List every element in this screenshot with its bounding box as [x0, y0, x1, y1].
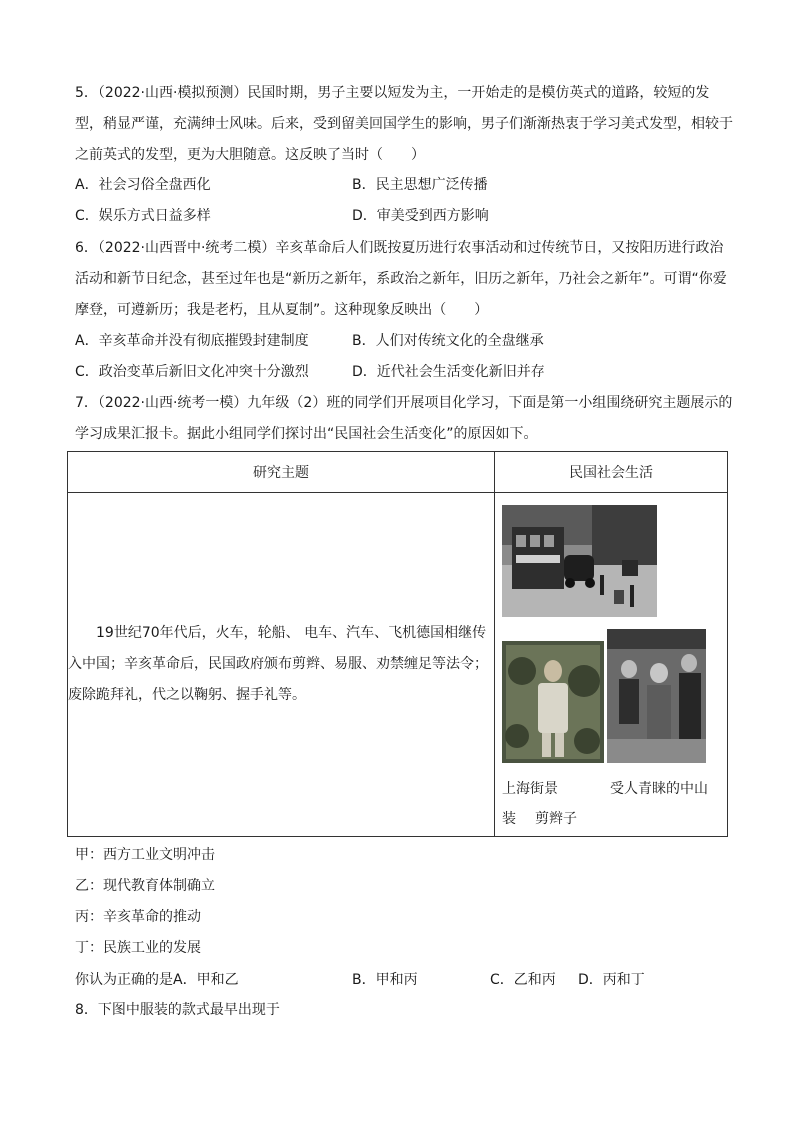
question-6-stem: 6．（2022·山西晋中·统考二模）辛亥革命后人们既按夏历进行农事活动和过传统节日，又按阳历进行政治活动和新节日纪念，甚至过年也是“新历之新年，系政治之新年，旧历之新年，乃社会之新年”。可谓“你爱摩登，可遵新历；我是老朽，且从夏制”。这种现象反映出（ ）	[75, 240, 727, 318]
q7-item-yi: 乙：现代教育体制确立	[75, 878, 215, 894]
table-body-row	[68, 493, 728, 837]
q5-option-b[interactable]: B．民主思想广泛传播	[352, 177, 488, 193]
q7-answer-prefix-option-a[interactable]: 你认为正确的是A．甲和乙	[75, 972, 239, 988]
q7-option-d[interactable]: D．丙和丁	[578, 972, 645, 988]
q5-option-a[interactable]: A．社会习俗全盘西化	[75, 177, 211, 193]
q5-option-d[interactable]: D．审美受到西方影响	[352, 208, 489, 224]
q5-option-c[interactable]: C．娱乐方式日益多样	[75, 208, 211, 224]
zhongshan-suit-photo	[502, 641, 604, 763]
table-header-row	[68, 452, 728, 493]
shanghai-street-photo	[502, 505, 657, 617]
report-card-table	[67, 451, 728, 837]
question-6-options-row-2	[75, 357, 735, 387]
question-5-options-row-1	[75, 170, 735, 200]
caption-zhongshan-suit: 受人青睐的中山	[610, 781, 708, 797]
header-social-life: 民国社会生活	[495, 452, 728, 493]
caption-shanghai-street: 上海街景	[502, 781, 558, 797]
photos-cell	[495, 493, 728, 837]
research-text-cell: 19世纪70年代后，火车，轮船、 电车、汽车、飞机德国相继传入中国；辛亥革命后，民国政府颁布剪辫、易服、劝禁缠足等法令；废除跪拜礼，代之以鞠躬、握手礼等。	[68, 493, 495, 837]
question-5-options-row-2	[75, 201, 735, 231]
q6-option-a[interactable]: A．辛亥革命并没有彻底摧毁封建制度	[75, 333, 309, 349]
header-research-topic: 研究主题	[68, 452, 495, 493]
queue-cutting-photo	[607, 629, 706, 763]
q6-option-b[interactable]: B．人们对传统文化的全盘继承	[352, 333, 544, 349]
question-6-options-row-1	[75, 326, 735, 356]
q7-item-ding: 丁：民族工业的发展	[75, 940, 201, 956]
q6-option-c[interactable]: C．政治变革后新旧文化冲突十分激烈	[75, 364, 309, 380]
question-8-stem: 8．下图中服装的款式最早出现于	[75, 1002, 280, 1018]
q7-item-jia: 甲：西方工业文明冲击	[75, 847, 215, 863]
q7-option-b[interactable]: B．甲和丙	[352, 972, 418, 988]
q7-option-c[interactable]: C．乙和丙	[490, 972, 556, 988]
q7-item-bing: 丙：辛亥革命的推动	[75, 909, 201, 925]
caption-zhongshan-suit-cont: 装	[502, 811, 516, 827]
q7-answer-row	[75, 965, 735, 995]
q6-option-d[interactable]: D．近代社会生活变化新旧并存	[352, 364, 545, 380]
caption-queue-cutting: 剪辫子	[535, 811, 577, 827]
question-5-stem: 5．（2022·山西·模拟预测）民国时期，男子主要以短发为主，一开始走的是模仿英式的道路，较短的发型，稍显严谨，充满绅士风味。后来，受到留美回国学生的影响，男子们渐渐热衷于学习美式发型，相较于之前英式的发型，更为大胆随意。这反映了当时（ ）	[75, 85, 733, 163]
question-7-stem: 7．（2022·山西·统考一模）九年级（2）班的同学们开展项目化学习，下面是第一小组围绕研究主题展示的学习成果汇报卡。据此小组同学们探讨出“民国社会生活变化”的原因如下。	[75, 395, 733, 442]
